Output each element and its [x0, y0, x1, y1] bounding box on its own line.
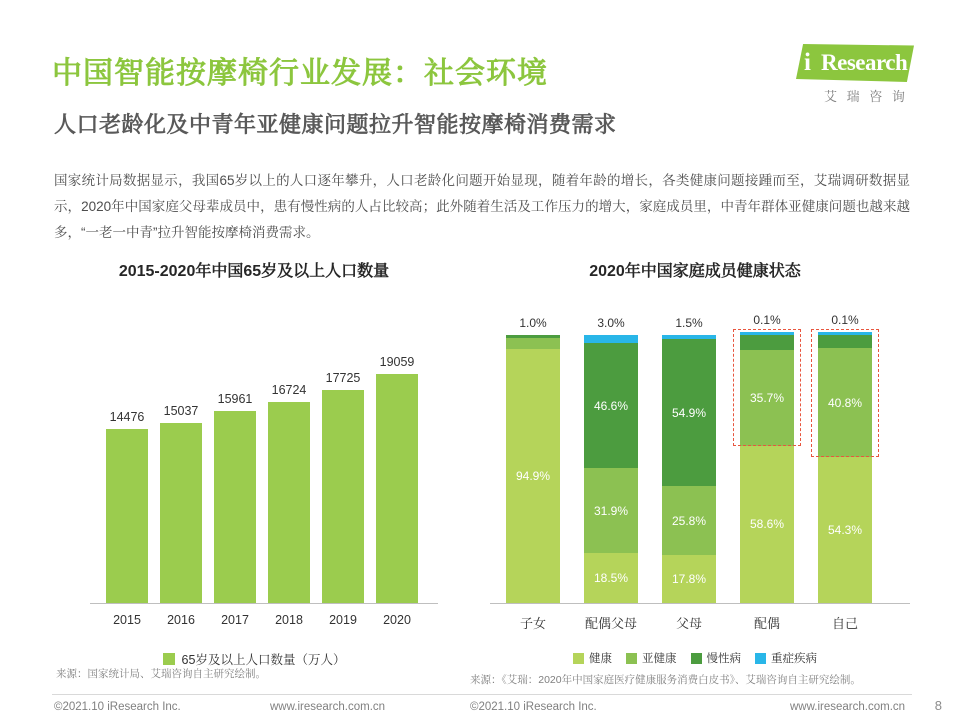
stack-category-label: 配偶 — [753, 616, 781, 631]
stack-outside-label: 1.0% — [519, 315, 547, 330]
stack-segment: 46.6% — [584, 343, 638, 468]
x-axis-line — [90, 603, 438, 604]
source-note-right: 来源：《艾瑞：2020年中国家庭医疗健康服务消费白皮书》、艾瑞咨询自主研究绘制。 — [470, 674, 861, 686]
stack-outside-label: 0.1% — [831, 313, 859, 328]
chart-title-health: 2020年中国家庭成员健康状态 — [589, 263, 801, 280]
stack-outside-label: 1.5% — [675, 316, 703, 331]
bar-value-label: 19059 — [379, 355, 415, 369]
legend-label: 健康 — [589, 653, 612, 665]
stack-category-label: 配偶父母 — [584, 616, 638, 631]
logo-letter-i: i — [804, 49, 811, 76]
legend-label-population: 65岁及以上人口数量（万人） — [181, 653, 346, 667]
bar-rect — [322, 390, 364, 603]
stack-category-label: 子女 — [519, 616, 547, 631]
bar-column — [106, 410, 148, 627]
bar-rect — [106, 429, 148, 603]
stacked-bar-column — [740, 313, 794, 631]
bar-category-label: 2016 — [167, 613, 195, 627]
legend-label: 慢性病 — [706, 653, 741, 665]
footer-url-left: www.iresearch.com.cn — [270, 701, 386, 713]
chart-title-population: 2015-2020年中国65岁及以上人口数量 — [118, 263, 390, 280]
bar-value-label: 15037 — [163, 404, 199, 418]
bar-rect — [160, 423, 202, 603]
stack-segment — [584, 335, 638, 343]
stack-category-label: 自己 — [831, 616, 859, 631]
stacked-bar-column — [662, 316, 716, 631]
bar-column — [322, 371, 364, 627]
logo-badge — [796, 44, 914, 84]
bar-rect — [268, 402, 310, 603]
footer-url-right: www.iresearch.com.cn — [790, 701, 906, 713]
bar-category-label: 2018 — [275, 613, 303, 627]
bar-category-label: 2019 — [329, 613, 357, 627]
source-note-left: 来源：国家统计局、艾瑞咨询自主研究绘制。 — [56, 668, 266, 680]
bar-rect — [376, 374, 418, 603]
page-title: 中国智能按摩椅行业发展：社会环境 — [52, 57, 548, 90]
bar-rect — [214, 411, 256, 603]
stacked-bar-chart-health — [490, 310, 910, 640]
stacked-bar-column — [584, 316, 638, 631]
chart-panel-population — [54, 258, 454, 667]
logo-word-research: Research — [821, 50, 908, 75]
logo-chinese-name: 艾 瑞 咨 询 — [824, 89, 908, 104]
bar-chart-population — [70, 310, 438, 640]
stack-segment — [818, 335, 872, 348]
bar-category-label: 2020 — [383, 613, 411, 627]
stack-segment — [740, 335, 794, 350]
stack-segment: 31.9% — [584, 468, 638, 553]
stack-outside-label: 3.0% — [597, 316, 625, 331]
legend-item — [755, 650, 817, 666]
legend-swatch-icon — [691, 653, 702, 664]
legend-swatch-icon — [163, 653, 175, 665]
legend-swatch-icon — [626, 653, 637, 664]
stack-segment: 18.5% — [584, 553, 638, 603]
stack-segment: 25.8% — [662, 486, 716, 555]
stack-segment: 54.9% — [662, 339, 716, 486]
bar-category-label: 2015 — [113, 613, 141, 627]
legend-swatch-icon — [755, 653, 766, 664]
stacked-bar-column — [818, 313, 872, 631]
bar-category-label: 2017 — [221, 613, 249, 627]
body-paragraph: 国家统计局数据显示，我国65岁以上的人口逐年攀升，人口老龄化问题开始显现，随着年龄的增长，各类健康问题接踵而至，艾瑞调研数据显示，2020年中国家庭父母辈成员中，患有慢性病的人占比较高；此外随着生活及工作压力的增大，家庭成员里，中青年群体亚健康问题也越来越多，“一老一中青”拉升智能按摩椅消费需求。 — [54, 173, 910, 240]
page-subtitle: 人口老龄化及中青年亚健康问题拉升智能按摩椅消费需求 — [54, 112, 617, 137]
page-number: 8 — [934, 698, 942, 713]
legend-label: 亚健康 — [642, 653, 677, 665]
footer-copyright-right: ©2021.10 iResearch Inc. — [470, 701, 597, 713]
stack-segment: 54.3% — [818, 457, 872, 603]
bar-column — [268, 383, 310, 627]
stack-segment: 58.6% — [740, 446, 794, 603]
stack-category-label: 父母 — [675, 616, 703, 631]
footer-divider — [52, 694, 912, 695]
bar-value-label: 17725 — [325, 371, 361, 385]
stack-segment: 94.9% — [506, 349, 560, 603]
legend-swatch-icon — [573, 653, 584, 664]
legend-item — [691, 650, 742, 666]
stacked-bar-column — [506, 315, 560, 631]
bar-column — [214, 392, 256, 627]
legend-item — [573, 650, 612, 666]
stack-segment: 40.8% — [818, 348, 872, 457]
bar-column — [376, 355, 418, 627]
x-axis-line — [490, 603, 910, 604]
legend-label: 重症疾病 — [771, 653, 817, 665]
bar-column — [160, 404, 202, 627]
iresearch-logo — [796, 44, 916, 106]
stack-segment: 17.8% — [662, 555, 716, 603]
legend-item — [626, 650, 677, 666]
footer-copyright-left: ©2021.10 iResearch Inc. — [54, 701, 181, 713]
stack-segment: 35.7% — [740, 350, 794, 446]
bar-value-label: 16724 — [271, 383, 307, 397]
stack-segment — [506, 338, 560, 349]
chart-legend-health — [470, 650, 920, 666]
chart-panel-health — [470, 258, 920, 665]
stack-outside-label: 0.1% — [753, 313, 781, 328]
bar-value-label: 15961 — [217, 392, 253, 406]
bar-value-label: 14476 — [109, 410, 145, 424]
